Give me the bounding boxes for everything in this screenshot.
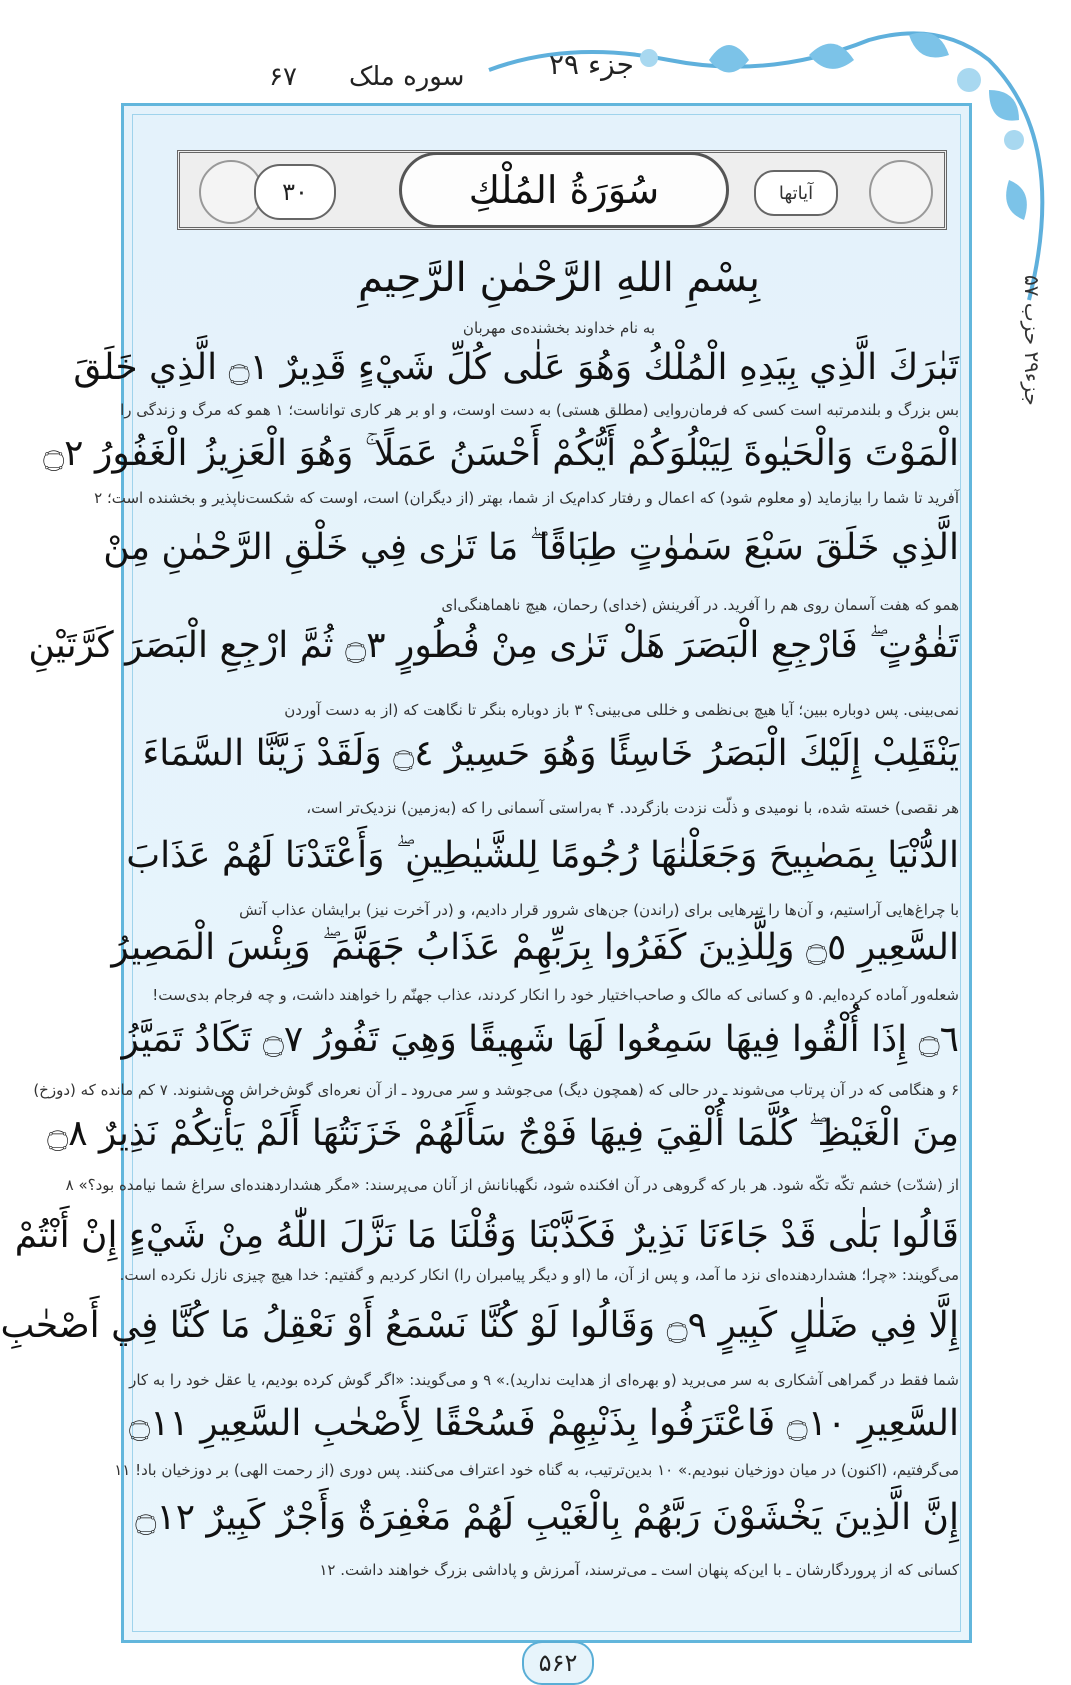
ayat-count: ۳۰ bbox=[254, 164, 336, 220]
translation-line: آفرید تا شما را بیازماید (و معلوم شود) که اعمال و رفتار کدام‌یک از شما، بهتر (از دیگران) است، اوست که شکست‌ناپذیر و بخشنده است؛ ۲ bbox=[94, 489, 959, 507]
translation-line: می‌گرفتیم، (اکنون) در میان دوزخیان نبودیم.» ۱۰ بدین‌ترتیب، به گناه خود اعتراف می‌کنند. پس دوری (از رحمت الهی) بر دوزخیان باد! ۱۱ bbox=[114, 1461, 959, 1479]
verse-line: الْمَوْتَ وَالْحَيٰوةَ لِيَبْلُوَكُمْ أَيُّكُمْ أَحْسَنُ عَمَلًا ۚ وَهُوَ الْعَزِيزُ الْغَفُورُ ۝٢ bbox=[43, 433, 959, 474]
verse-line: تَفٰوُتٍ ۖ فَارْجِعِ الْبَصَرَ هَلْ تَرٰى مِنْ فُطُورٍ ۝٣ ثُمَّ ارْجِعِ الْبَصَرَ كَرَّتَيْنِ bbox=[28, 625, 959, 666]
verse-line: يَنْقَلِبْ إِلَيْكَ الْبَصَرُ خَاسِئًا وَهُوَ حَسِيرٌ ۝٤ وَلَقَدْ زَيَّنَّا السَّمَاءَ bbox=[142, 733, 959, 774]
verse-line: السَّعِيرِ ۝٥ وَلِلَّذِينَ كَفَرُوا بِرَبِّهِمْ عَذَابُ جَهَنَّمَ ۖ وَبِئْسَ الْمَصِيرُ bbox=[111, 927, 959, 968]
surah-number: ۶۷ bbox=[269, 62, 297, 92]
ayat-label: آیاتها bbox=[754, 170, 838, 216]
verse-line: إِنَّ الَّذِينَ يَخْشَوْنَ رَبَّهُمْ بِالْغَيْبِ لَهُمْ مَغْفِرَةٌ وَأَجْرٌ كَبِيرٌ ۝١٢ bbox=[135, 1497, 959, 1538]
page-number: ۵۶۲ bbox=[522, 1641, 594, 1685]
right-ornament-icon bbox=[869, 160, 933, 224]
surah-header-label: سوره ملک bbox=[349, 62, 465, 92]
verse-line: إِلَّا فِي ضَلٰلٍ كَبِيرٍ ۝٩ وَقَالُوا لَوْ كُنَّا نَسْمَعُ أَوْ نَعْقِلُ مَا كُنَّا فِي أَصْحٰبِ bbox=[0, 1305, 959, 1346]
page-header bbox=[109, 0, 1071, 100]
translation-line: می‌گویند: «چرا؛ هشداردهنده‌ای نزد ما آمد، و پس از آن، ما (او و دیگر پیامبران را) انکار کردیم و گفتیم: خدا هیچ چیزی نازل نکرده است. bbox=[119, 1266, 959, 1284]
translation-line: شما فقط در گمراهی آشکاری به سر می‌برید (و بهره‌ای از هدایت ندارید).» ۹ و می‌گویند: «اگر گوش کرده بودیم، یا عقل خود را به کار bbox=[129, 1371, 959, 1389]
juz-label: جزء ۲۹ bbox=[549, 48, 634, 81]
translation-line: همو که هفت آسمان روی هم را آفرید. در آفرینش (خدای) رحمان، هیچ ناهماهنگی‌ای bbox=[441, 596, 959, 614]
translation-line: شعله‌ور آماده کرده‌ایم. ۵ و کسانی که مالک و صاحب‌اختیار خود را انکار کردند، عذاب جهنّم را خواهند داشت، و چه فرجام بدی‌ست! bbox=[152, 986, 959, 1004]
translation-line: ۶ و هنگامی که در آن پرتاب می‌شوند ـ در حالی که (همچون دیگ) می‌جوشد و سر می‌رود ـ از آن نعره‌ای گوش‌خراش می‌شنوند. ۷ کم مانده که (دوزخ) bbox=[33, 1081, 959, 1099]
verse-line: السَّعِيرِ ۝١٠ فَاعْتَرَفُوا بِذَنْبِهِمْ فَسُحْقًا لِأَصْحٰبِ السَّعِيرِ ۝١١ bbox=[129, 1403, 959, 1444]
verse-line: قَالُوا بَلٰى قَدْ جَاءَنَا نَذِيرٌ فَكَذَّبْنَا وَقُلْنَا مَا نَزَّلَ اللّٰهُ مِنْ شَيْءٍ إِنْ أَنْتُمْ bbox=[14, 1215, 959, 1256]
surah-title: سُوَرَةُ المُلْكِ bbox=[399, 152, 729, 228]
translation-line: بس بزرگ و بلندمرتبه است کسی که فرمان‌روایی (مطلق هستی) به دست اوست، و او بر هر کاری تواناست؛ ۱ همو که مرگ و زندگی را bbox=[120, 401, 959, 419]
basmala: بِسْمِ اللهِ الرَّحْمٰنِ الرَّحِيمِ bbox=[357, 255, 761, 301]
verse-line: الَّذِي خَلَقَ سَبْعَ سَمٰوٰتٍ طِبَاقًا ۖ مَا تَرٰى فِي خَلْقِ الرَّحْمٰنِ مِنْ bbox=[103, 527, 959, 568]
translation-line: هر نقصی) خسته شده، با نومیدی و ذلّت نزدت بازگردد. ۴ به‌راستی آسمانی را که (به‌زمین) نزدیک‌تر است، bbox=[306, 799, 959, 817]
translation-line: از (شدّت) خشم تکّه تکّه شود. هر بار که گروهی در آن افکنده شود، نگهبانانش از آنان می‌پرسند: «مگر هشداردهنده‌ای سراغ شما نیامده بود؟» ۸ bbox=[65, 1176, 959, 1194]
translation-line: با چراغ‌هایی آراستیم، و آن‌ها را تیرهایی برای (راندن) جن‌های شرور قرار دادیم، و (در آخرت نیز) برایشان عذاب آتش bbox=[239, 901, 959, 919]
verse-line: تَبٰرَكَ الَّذِي بِيَدِهِ الْمُلْكُ وَهُوَ عَلٰى كُلِّ شَيْءٍ قَدِيرٌ ۝١ الَّذِي خَلَقَ bbox=[73, 347, 959, 388]
basmala-translation: به نام خداوند بخشنده‌ی مهربان bbox=[462, 319, 656, 337]
verse-line: الدُّنْيَا بِمَصٰبِيحَ وَجَعَلْنٰهَا رُجُومًا لِلشَّيٰطِينِ ۖ وَأَعْتَدْنَا لَهُمْ عَذَابَ bbox=[126, 835, 959, 876]
verse-line: ۝٦ إِذَا أُلْقُوا فِيهَا سَمِعُوا لَهَا شَهِيقًا وَهِيَ تَفُورُ ۝٧ تَكَادُ تَمَيَّزُ bbox=[121, 1019, 959, 1060]
translation-line: نمی‌بینی. پس دوباره ببین؛ آیا هیچ بی‌نظمی و خللی می‌بینی؟ ۳ باز دوباره بنگر تا نگاهت که (از به دست آوردن bbox=[284, 701, 959, 719]
translation-line: کسانی که از پروردگارشان ـ با این‌که پنهان است ـ می‌ترسند، آمرزش و پاداشی بزرگ خواهند داشت. ۱۲ bbox=[319, 1561, 959, 1579]
hizb-side-label: جزء۲۹ حزب ۵۷ bbox=[1020, 274, 1044, 406]
verse-line: مِنَ الْغَيْظِ ۖ كُلَّمَا أُلْقِيَ فِيهَا فَوْجٌ سَأَلَهُمْ خَزَنَتُهَا أَلَمْ يَأْتِكُمْ نَذِيرٌ ۝٨ bbox=[47, 1113, 959, 1154]
